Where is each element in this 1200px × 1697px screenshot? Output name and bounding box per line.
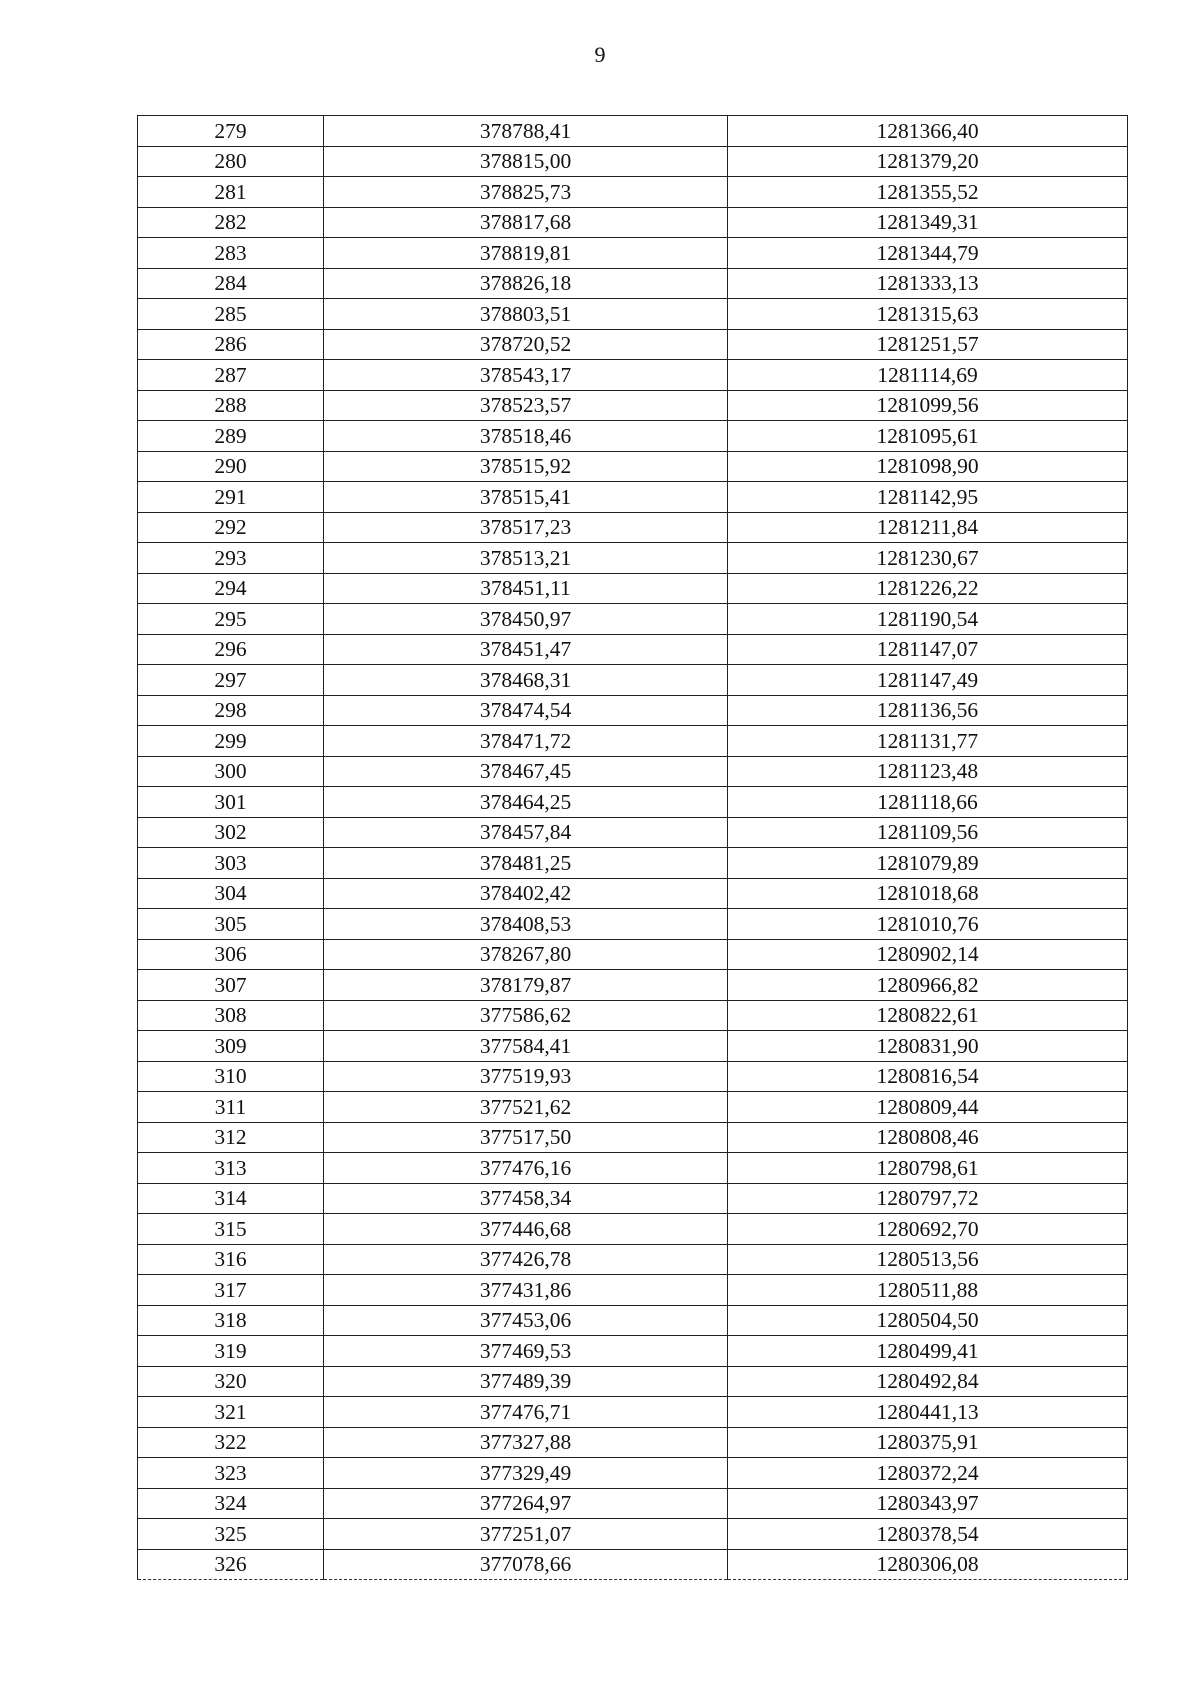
page-number: 9 xyxy=(594,42,606,67)
point-number-cell: 295 xyxy=(138,604,324,635)
table-row xyxy=(138,116,1128,147)
table-row xyxy=(138,878,1128,909)
point-number-cell: 304 xyxy=(138,878,324,909)
x-coordinate-cell: 377521,62 xyxy=(324,1092,728,1123)
y-coordinate-cell: 1281190,54 xyxy=(728,604,1128,635)
y-coordinate-cell: 1280692,70 xyxy=(728,1214,1128,1245)
x-coordinate-cell: 377517,50 xyxy=(324,1122,728,1153)
y-coordinate-cell: 1281355,52 xyxy=(728,177,1128,208)
x-coordinate-cell: 378517,23 xyxy=(324,512,728,543)
y-coordinate-cell: 1281379,20 xyxy=(728,146,1128,177)
table-row xyxy=(138,909,1128,940)
x-coordinate-cell: 377251,07 xyxy=(324,1519,728,1550)
y-coordinate-cell: 1280808,46 xyxy=(728,1122,1128,1153)
table-row xyxy=(138,390,1128,421)
point-number-cell: 319 xyxy=(138,1336,324,1367)
table-row xyxy=(138,1519,1128,1550)
point-number-cell: 323 xyxy=(138,1458,324,1489)
y-coordinate-cell: 1281349,31 xyxy=(728,207,1128,238)
y-coordinate-cell: 1280902,14 xyxy=(728,939,1128,970)
x-coordinate-cell: 377584,41 xyxy=(324,1031,728,1062)
table-row xyxy=(138,1092,1128,1123)
point-number-cell: 302 xyxy=(138,817,324,848)
point-number-cell: 325 xyxy=(138,1519,324,1550)
table-row xyxy=(138,451,1128,482)
coordinates-table-body xyxy=(138,116,1128,1580)
point-number-cell: 288 xyxy=(138,390,324,421)
point-number-cell: 287 xyxy=(138,360,324,391)
x-coordinate-cell: 378720,52 xyxy=(324,329,728,360)
y-coordinate-cell: 1281333,13 xyxy=(728,268,1128,299)
y-coordinate-cell: 1281366,40 xyxy=(728,116,1128,147)
y-coordinate-cell: 1281251,57 xyxy=(728,329,1128,360)
table-row xyxy=(138,329,1128,360)
y-coordinate-cell: 1280499,41 xyxy=(728,1336,1128,1367)
table-row xyxy=(138,1458,1128,1489)
x-coordinate-cell: 378402,42 xyxy=(324,878,728,909)
y-coordinate-cell: 1281114,69 xyxy=(728,360,1128,391)
y-coordinate-cell: 1280809,44 xyxy=(728,1092,1128,1123)
point-number-cell: 324 xyxy=(138,1488,324,1519)
y-coordinate-cell: 1280798,61 xyxy=(728,1153,1128,1184)
table-row xyxy=(138,1305,1128,1336)
point-number-cell: 315 xyxy=(138,1214,324,1245)
point-number-cell: 279 xyxy=(138,116,324,147)
point-number-cell: 316 xyxy=(138,1244,324,1275)
x-coordinate-cell: 377519,93 xyxy=(324,1061,728,1092)
table-row xyxy=(138,726,1128,757)
point-number-cell: 322 xyxy=(138,1427,324,1458)
y-coordinate-cell: 1280343,97 xyxy=(728,1488,1128,1519)
point-number-cell: 281 xyxy=(138,177,324,208)
y-coordinate-cell: 1281109,56 xyxy=(728,817,1128,848)
y-coordinate-cell: 1281147,49 xyxy=(728,665,1128,696)
x-coordinate-cell: 377431,86 xyxy=(324,1275,728,1306)
y-coordinate-cell: 1280831,90 xyxy=(728,1031,1128,1062)
table-row xyxy=(138,1427,1128,1458)
y-coordinate-cell: 1281098,90 xyxy=(728,451,1128,482)
y-coordinate-cell: 1280306,08 xyxy=(728,1549,1128,1580)
table-row xyxy=(138,543,1128,574)
x-coordinate-cell: 378450,97 xyxy=(324,604,728,635)
y-coordinate-cell: 1281230,67 xyxy=(728,543,1128,574)
x-coordinate-cell: 377078,66 xyxy=(324,1549,728,1580)
point-number-cell: 321 xyxy=(138,1397,324,1428)
table-row xyxy=(138,1397,1128,1428)
x-coordinate-cell: 378513,21 xyxy=(324,543,728,574)
table-row xyxy=(138,787,1128,818)
point-number-cell: 308 xyxy=(138,1000,324,1031)
x-coordinate-cell: 377453,06 xyxy=(324,1305,728,1336)
table-row xyxy=(138,1366,1128,1397)
x-coordinate-cell: 378815,00 xyxy=(324,146,728,177)
point-number-cell: 291 xyxy=(138,482,324,513)
y-coordinate-cell: 1281147,07 xyxy=(728,634,1128,665)
x-coordinate-cell: 377476,16 xyxy=(324,1153,728,1184)
point-number-cell: 289 xyxy=(138,421,324,452)
y-coordinate-cell: 1280372,24 xyxy=(728,1458,1128,1489)
point-number-cell: 309 xyxy=(138,1031,324,1062)
x-coordinate-cell: 378451,47 xyxy=(324,634,728,665)
x-coordinate-cell: 378467,45 xyxy=(324,756,728,787)
point-number-cell: 297 xyxy=(138,665,324,696)
table-row xyxy=(138,573,1128,604)
y-coordinate-cell: 1280966,82 xyxy=(728,970,1128,1001)
table-row xyxy=(138,939,1128,970)
point-number-cell: 317 xyxy=(138,1275,324,1306)
y-coordinate-cell: 1280797,72 xyxy=(728,1183,1128,1214)
point-number-cell: 296 xyxy=(138,634,324,665)
x-coordinate-cell: 377426,78 xyxy=(324,1244,728,1275)
x-coordinate-cell: 378474,54 xyxy=(324,695,728,726)
y-coordinate-cell: 1280816,54 xyxy=(728,1061,1128,1092)
x-coordinate-cell: 378826,18 xyxy=(324,268,728,299)
x-coordinate-cell: 378471,72 xyxy=(324,726,728,757)
point-number-cell: 312 xyxy=(138,1122,324,1153)
x-coordinate-cell: 378825,73 xyxy=(324,177,728,208)
table-row xyxy=(138,817,1128,848)
y-coordinate-cell: 1281131,77 xyxy=(728,726,1128,757)
y-coordinate-cell: 1281136,56 xyxy=(728,695,1128,726)
table-row xyxy=(138,695,1128,726)
table-row xyxy=(138,421,1128,452)
point-number-cell: 293 xyxy=(138,543,324,574)
point-number-cell: 298 xyxy=(138,695,324,726)
y-coordinate-cell: 1281010,76 xyxy=(728,909,1128,940)
x-coordinate-cell: 377489,39 xyxy=(324,1366,728,1397)
table-row xyxy=(138,665,1128,696)
y-coordinate-cell: 1280511,88 xyxy=(728,1275,1128,1306)
x-coordinate-cell: 378451,11 xyxy=(324,573,728,604)
x-coordinate-cell: 378543,17 xyxy=(324,360,728,391)
table-row xyxy=(138,1031,1128,1062)
y-coordinate-cell: 1280441,13 xyxy=(728,1397,1128,1428)
x-coordinate-cell: 378515,92 xyxy=(324,451,728,482)
point-number-cell: 306 xyxy=(138,939,324,970)
table-row xyxy=(138,848,1128,879)
x-coordinate-cell: 378179,87 xyxy=(324,970,728,1001)
point-number-cell: 307 xyxy=(138,970,324,1001)
table-row xyxy=(138,360,1128,391)
x-coordinate-cell: 378788,41 xyxy=(324,116,728,147)
x-coordinate-cell: 377264,97 xyxy=(324,1488,728,1519)
x-coordinate-cell: 377327,88 xyxy=(324,1427,728,1458)
table-row xyxy=(138,1244,1128,1275)
point-number-cell: 294 xyxy=(138,573,324,604)
table-row xyxy=(138,482,1128,513)
table-row xyxy=(138,1214,1128,1245)
table-row xyxy=(138,1061,1128,1092)
y-coordinate-cell: 1281211,84 xyxy=(728,512,1128,543)
point-number-cell: 290 xyxy=(138,451,324,482)
point-number-cell: 282 xyxy=(138,207,324,238)
point-number-cell: 301 xyxy=(138,787,324,818)
table-row xyxy=(138,970,1128,1001)
y-coordinate-cell: 1281142,95 xyxy=(728,482,1128,513)
table-row xyxy=(138,634,1128,665)
point-number-cell: 300 xyxy=(138,756,324,787)
x-coordinate-cell: 377446,68 xyxy=(324,1214,728,1245)
x-coordinate-cell: 378819,81 xyxy=(324,238,728,269)
point-number-cell: 305 xyxy=(138,909,324,940)
table-row xyxy=(138,1336,1128,1367)
x-coordinate-cell: 378523,57 xyxy=(324,390,728,421)
table-row xyxy=(138,207,1128,238)
point-number-cell: 280 xyxy=(138,146,324,177)
table-row xyxy=(138,1122,1128,1153)
table-row xyxy=(138,1153,1128,1184)
x-coordinate-cell: 378267,80 xyxy=(324,939,728,970)
point-number-cell: 303 xyxy=(138,848,324,879)
y-coordinate-cell: 1281018,68 xyxy=(728,878,1128,909)
y-coordinate-cell: 1280378,54 xyxy=(728,1519,1128,1550)
x-coordinate-cell: 378457,84 xyxy=(324,817,728,848)
y-coordinate-cell: 1280504,50 xyxy=(728,1305,1128,1336)
y-coordinate-cell: 1281315,63 xyxy=(728,299,1128,330)
table-row xyxy=(138,177,1128,208)
point-number-cell: 284 xyxy=(138,268,324,299)
table-row xyxy=(138,1000,1128,1031)
x-coordinate-cell: 377458,34 xyxy=(324,1183,728,1214)
table-row xyxy=(138,1183,1128,1214)
table-row xyxy=(138,1275,1128,1306)
y-coordinate-cell: 1281123,48 xyxy=(728,756,1128,787)
y-coordinate-cell: 1280822,61 xyxy=(728,1000,1128,1031)
y-coordinate-cell: 1280513,56 xyxy=(728,1244,1128,1275)
y-coordinate-cell: 1281344,79 xyxy=(728,238,1128,269)
point-number-cell: 314 xyxy=(138,1183,324,1214)
y-coordinate-cell: 1281099,56 xyxy=(728,390,1128,421)
point-number-cell: 320 xyxy=(138,1366,324,1397)
point-number-cell: 292 xyxy=(138,512,324,543)
x-coordinate-cell: 378464,25 xyxy=(324,787,728,818)
x-coordinate-cell: 378515,41 xyxy=(324,482,728,513)
point-number-cell: 326 xyxy=(138,1549,324,1580)
y-coordinate-cell: 1281079,89 xyxy=(728,848,1128,879)
table-row xyxy=(138,146,1128,177)
x-coordinate-cell: 378481,25 xyxy=(324,848,728,879)
table-row xyxy=(138,238,1128,269)
point-number-cell: 299 xyxy=(138,726,324,757)
table-row xyxy=(138,268,1128,299)
x-coordinate-cell: 378408,53 xyxy=(324,909,728,940)
x-coordinate-cell: 378468,31 xyxy=(324,665,728,696)
point-number-cell: 285 xyxy=(138,299,324,330)
point-number-cell: 283 xyxy=(138,238,324,269)
x-coordinate-cell: 378817,68 xyxy=(324,207,728,238)
x-coordinate-cell: 378518,46 xyxy=(324,421,728,452)
y-coordinate-cell: 1280375,91 xyxy=(728,1427,1128,1458)
x-coordinate-cell: 377476,71 xyxy=(324,1397,728,1428)
point-number-cell: 313 xyxy=(138,1153,324,1184)
table-row xyxy=(138,604,1128,635)
y-coordinate-cell: 1281118,66 xyxy=(728,787,1128,818)
point-number-cell: 318 xyxy=(138,1305,324,1336)
point-number-cell: 286 xyxy=(138,329,324,360)
coordinates-table xyxy=(137,115,1128,1580)
y-coordinate-cell: 1281095,61 xyxy=(728,421,1128,452)
point-number-cell: 311 xyxy=(138,1092,324,1123)
table-row xyxy=(138,512,1128,543)
table-row xyxy=(138,756,1128,787)
x-coordinate-cell: 378803,51 xyxy=(324,299,728,330)
y-coordinate-cell: 1281226,22 xyxy=(728,573,1128,604)
point-number-cell: 310 xyxy=(138,1061,324,1092)
x-coordinate-cell: 377329,49 xyxy=(324,1458,728,1489)
y-coordinate-cell: 1280492,84 xyxy=(728,1366,1128,1397)
x-coordinate-cell: 377586,62 xyxy=(324,1000,728,1031)
x-coordinate-cell: 377469,53 xyxy=(324,1336,728,1367)
table-row xyxy=(138,1488,1128,1519)
table-row xyxy=(138,299,1128,330)
table-row xyxy=(138,1549,1128,1580)
